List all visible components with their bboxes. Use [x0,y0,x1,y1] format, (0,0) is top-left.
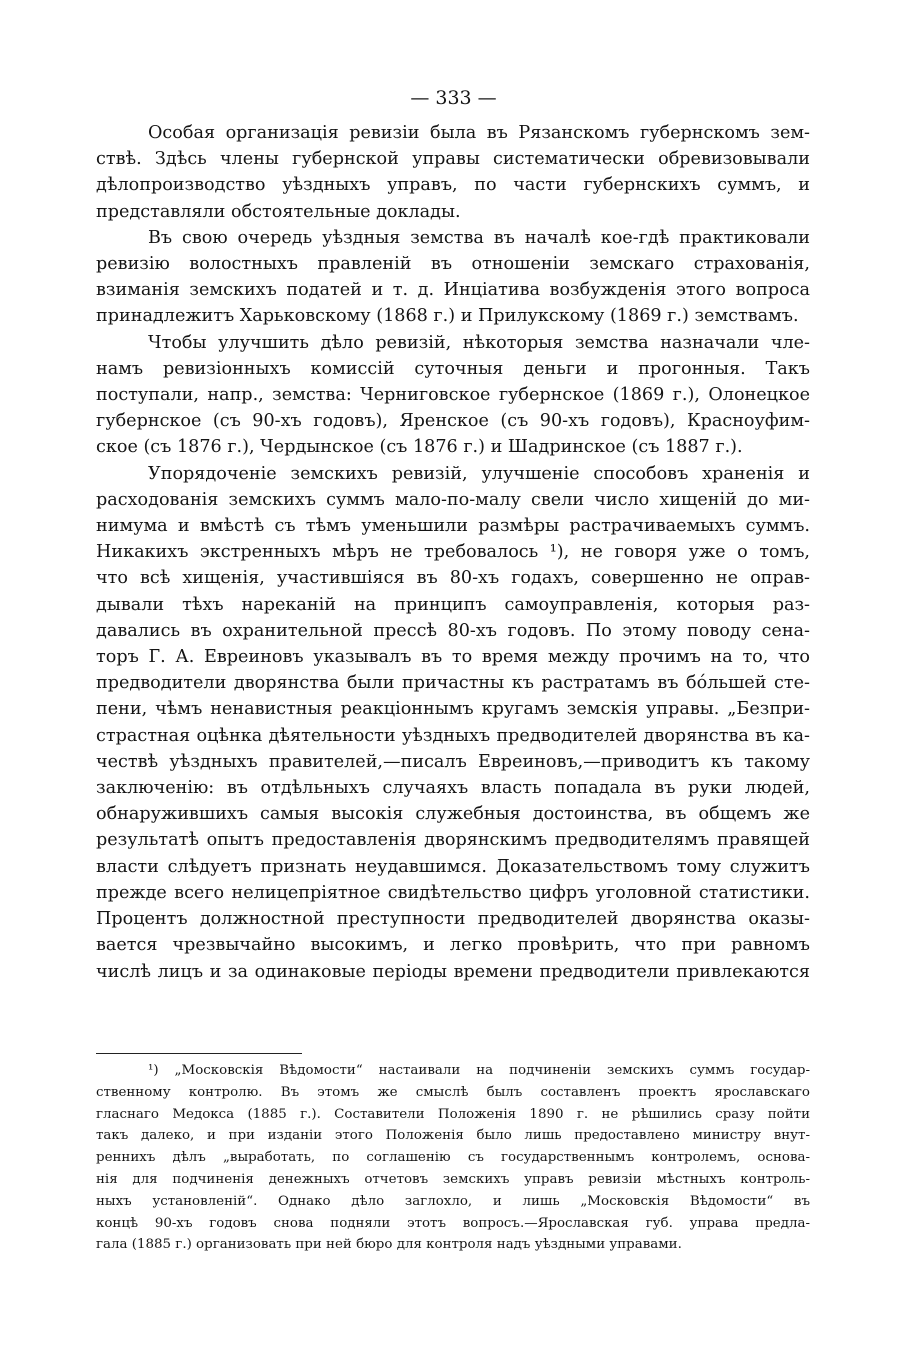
main-text [96,120,810,985]
footnote-line: реннихъ дѣлъ „выработать, по соглашенію съ государственнымъ контролемъ, основа- [96,1150,810,1166]
text-line: нимума и вмѣстѣ съ тѣмъ уменьшили размѣры растрачиваемыхъ суммъ. [96,516,810,537]
text-line: губернское (съ 90-хъ годовъ), Яренское (съ 90-хъ годовъ), Красноуфим- [96,411,810,432]
text-line: поступали, напр., земства: Черниговское губернское (1869 г.), Олонецкое [96,385,810,406]
paragraph-4 [96,461,810,985]
text-line: Чтобы улучшить дѣло ревизій, нѣкоторыя земства назначали чле- [148,332,810,353]
text-line: прежде всего нелицепріятное свидѣтельство цифръ уголовной статистики. [96,882,810,903]
footnote-line: гласнаго Медокса (1885 г.). Составители Положенія 1890 г. не рѣшились сразу пойти [96,1106,810,1122]
text-line: результатѣ опытъ предоставленія дворянскимъ предводителямъ правящей [96,830,810,851]
page-number: — 333 — [410,87,497,109]
paragraph-2 [96,225,810,330]
text-line: Въ свою очередь уѣздныя земства въ началѣ кое-гдѣ практиковали [148,227,810,248]
footnote [96,1060,810,1256]
text-line: власти слѣдуетъ признать неудавшимся. Доказательствомъ тому служитъ [96,856,810,877]
text-line: вается чрезвычайно высокимъ, и легко провѣрить, что при равномъ [96,935,810,956]
footnote-line: концѣ 90-хъ годовъ снова подняли этотъ вопросъ.—Ярославская губ. управа предла- [96,1215,810,1231]
text-line: представляли обстоятельные доклады. [96,201,461,222]
footnote-line: ¹) „Московскія Вѣдомости“ настаивали на подчиненіи земскихъ суммъ государ- [148,1063,810,1078]
text-line: обнаружившихъ самыя высокія служебныя достоинства, въ общемъ же [96,804,810,825]
text-line: давались въ охранительной прессѣ 80-хъ годовъ. По этому поводу сена- [96,620,810,641]
paragraph-3 [96,330,810,461]
text-line: расходованія земскихъ суммъ мало-по-малу свели число хищеній до ми- [96,489,810,510]
text-line: Упорядоченіе земскихъ ревизій, улучшеніе способовъ храненія и [148,463,810,484]
footnote-line: ственному контролю. Въ этомъ же смыслѣ былъ составленъ проектъ ярославскаго [96,1084,810,1100]
text-line: намъ ревизіонныхъ комиссій суточныя деньги и прогонныя. Такъ [96,358,810,379]
text-line: заключенію: въ отдѣльныхъ случаяхъ власть попадала въ руки людей, [96,778,810,799]
text-line: ствѣ. Здѣсь члены губернской управы систематически обревизовывали [96,149,810,170]
text-line: пени, чѣмъ ненавистныя реакціоннымъ кругамъ земскія управы. „Безпри- [96,699,810,720]
footnote-line: такъ далеко, и при изданіи этого Положенія было лишь предоставлено министру внут- [96,1128,810,1144]
paragraph-1 [96,120,810,225]
footnote-line: гала (1885 г.) организовать при ней бюро для контроля надъ уѣздными управами. [96,1237,682,1253]
text-line: дѣлопроизводство уѣздныхъ управъ, по части губернскихъ суммъ, и [96,175,810,196]
text-line: дывали тѣхъ нареканій на принципъ самоуправленія, которыя раз- [96,594,810,615]
footnote-divider [96,1053,302,1054]
text-line: предводители дворянства были причастны къ растратамъ въ бо́льшей сте- [96,673,810,694]
text-line: числѣ лицъ и за одинаковые періоды времени предводители привлекаются [96,961,810,982]
text-line: чествѣ уѣздныхъ правителей,—писалъ Евреиновъ,—приводитъ къ такому [96,751,810,772]
text-line: принадлежитъ Харьковскому (1868 г.) и Прилукскому (1869 г.) земствамъ. [96,306,799,327]
text-line: ревизію волостныхъ правленій въ отношеніи земскаго страхованія, [96,254,810,275]
text-line: взиманія земскихъ податей и т. д. Инціатива возбужденія этого вопроса [96,280,810,301]
footnote-line: ныхъ установленій“. Однако дѣло заглохло, и лишь „Московскія Вѣдомости“ въ [96,1193,810,1209]
text-line: что всѣ хищенія, участившіяся въ 80-хъ годахъ, совершенно не оправ- [96,568,810,589]
text-line: Никакихъ экстренныхъ мѣръ не требовалось ¹), не говоря уже о томъ, [96,542,810,563]
text-line: торъ Г. А. Евреиновъ указывалъ въ то время между прочимъ на то, что [96,647,810,668]
text-line: страстная оцѣнка дѣятельности уѣздныхъ предводителей дворянства въ ка- [96,725,810,746]
text-line: Особая организація ревизіи была въ Рязанскомъ губернскомъ зем- [148,123,810,143]
text-line: ское (съ 1876 г.), Чердынское (съ 1876 г.) и Шадринское (съ 1887 г.). [96,437,743,458]
text-line: Процентъ должностной преступности предводителей дворянства оказы- [96,909,810,930]
footnote-line: нія для подчиненія денежныхъ отчетовъ земскихъ управъ ревизіи мѣстныхъ контроль- [96,1171,810,1187]
